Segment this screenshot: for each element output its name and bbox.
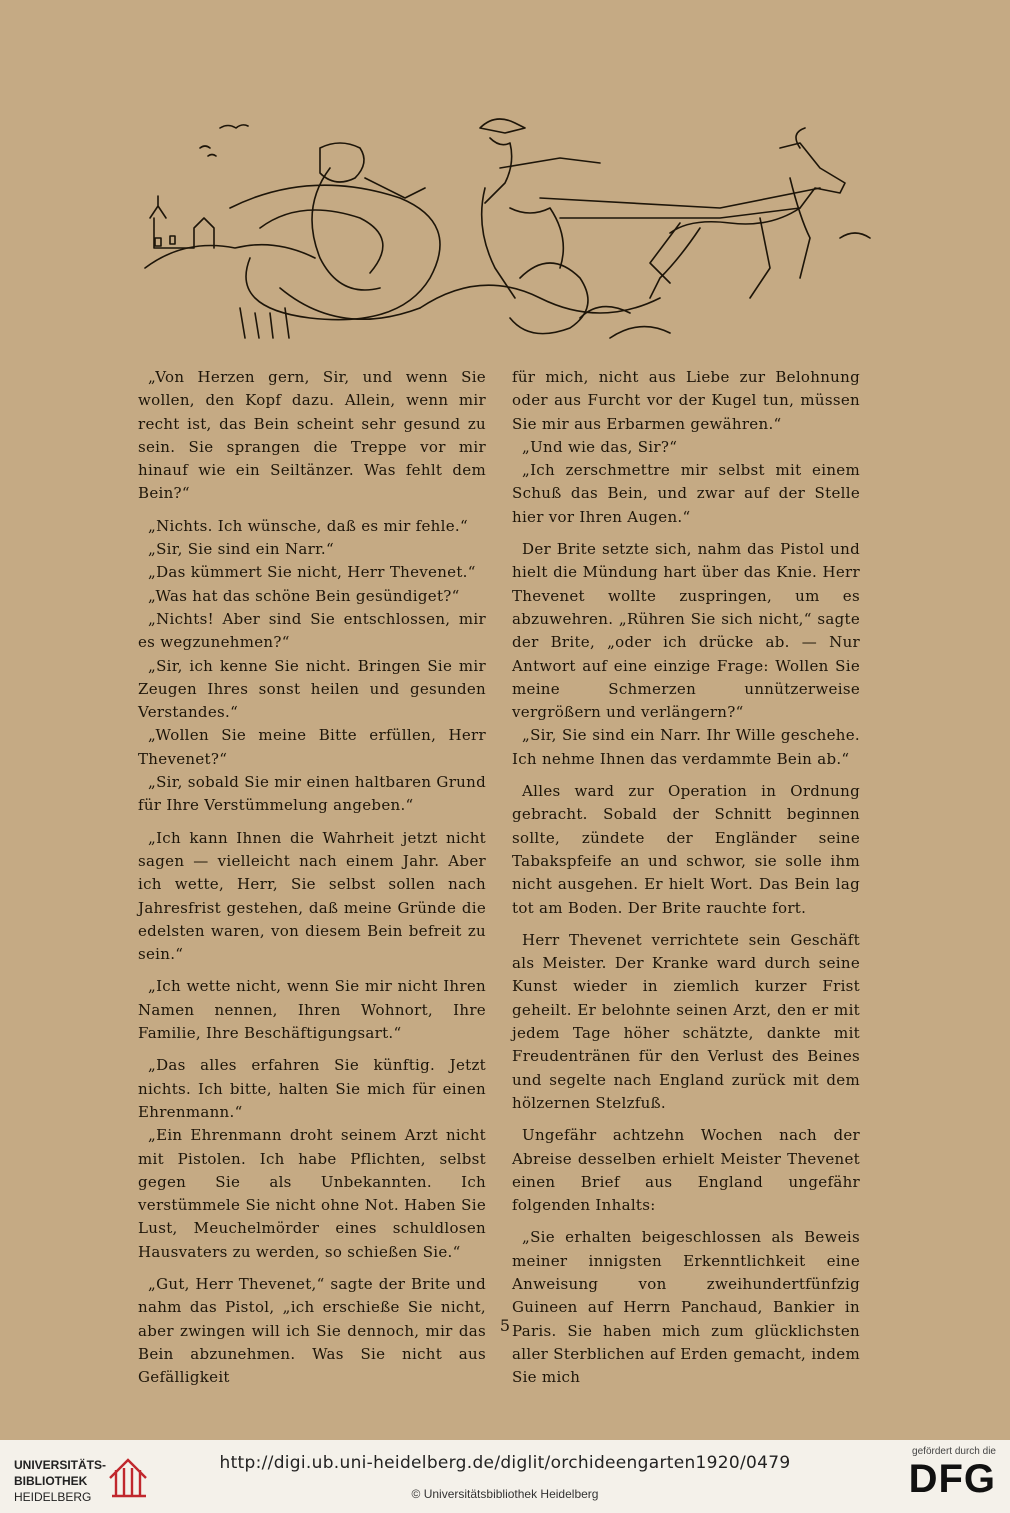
paragraph: Der Brite setzte sich, nahm das Pistol und hielt die Mündung hart über das Knie. Herr Thevenet wollte zuspringen, um es abzuwehren. „Rühren Sie sich nicht,“ sagte der Brite, „oder ich drücke ab. — Nur Antwort auf eine einzige Frage: Wollen Sie meine Schmerzen unnützerweise vergrößern und verlängern?“ <box>512 540 860 722</box>
paragraph: „Ein Ehrenmann droht seinem Arzt nicht mit Pistolen. Ich habe Pflichten, selbst gegen Sie als Unbekannten. Ich verstümmele Sie nicht ohne Not. Haben Sie Lust, Meuchelmörder eines schuldlosen Hausvaters zu werden, so schießen Sie.“ <box>138 1126 486 1261</box>
paragraph: für mich, nicht aus Liebe zur Belohnung oder aus Furcht vor der Kugel tun, müssen Sie mir aus Erbarmen gewähren.“ <box>512 368 860 433</box>
dfg-funding-logo[interactable] <box>886 1446 996 1508</box>
paragraph: Herr Thevenet verrichtete sein Geschäft als Meister. Der Kranke ward durch seine Kunst wieder in ziemlich kurzer Frist geheilt. Er belohnte seinen Arzt, den er mit jedem Tage höher schätzte, dankte mit Freudentränen für den Verlust des Beines und segelte nach England zurück mit dem hölzernen Stelzfuß. <box>512 930 860 1112</box>
paragraph: „Sir, ich kenne Sie nicht. Bringen Sie mir Zeugen Ihres sonst heilen und gesunden Verstandes.“ <box>138 656 486 722</box>
paragraph: „Sir, sobald Sie mir einen haltbaren Grund für Ihre Verstümmelung angeben.“ <box>138 773 486 815</box>
paragraph: Ungefähr achtzehn Wochen nach der Abreise desselben erhielt Meister Thevenet einen Brief aus England ungefähr folgenden Inhalts: <box>512 1126 860 1215</box>
paragraph: „Das alles erfahren Sie künftig. Jetzt nichts. Ich bitte, halten Sie mich für einen Ehrenmann.“ <box>138 1056 486 1121</box>
paragraph: „Gut, Herr Thevenet,“ sagte der Brite und nahm das Pistol, „ich erschieße Sie nicht, aber zwingen will ich Sie dennoch, mir das Bein abzunehmen. Was Sie nicht aus Gefälligkeit <box>138 1274 486 1387</box>
paragraph: „Sie erhalten beigeschlossen als Beweis meiner innigsten Erkenntlichkeit eine Anweisung von zweihundertfünfzig Guineen auf Herrn Panchaud, Bankier in Paris. Sie haben mich zum glücklichsten aller Sterblichen auf Erden gemacht, indem Sie mich <box>512 1228 860 1387</box>
paragraph: „Sir, Sie sind ein Narr.“ <box>148 540 334 559</box>
copyright-notice: © Universitätsbibliothek Heidelberg <box>411 1487 599 1501</box>
paragraph: „Wollen Sie meine Bitte erfüllen, Herr Thevenet?“ <box>138 726 486 768</box>
horse-carriage-sketch-icon <box>140 108 885 348</box>
paragraph: „Ich wette nicht, wenn Sie mir nicht Ihren Namen nennen, Ihren Wohnort, Ihre Familie, Ihre Beschäftigungsart.“ <box>138 977 486 1043</box>
text-column-left <box>138 366 486 1389</box>
document-url-link[interactable]: http://digi.ub.uni-heidelberg.de/diglit/orchideengarten1920/0479 <box>219 1453 791 1473</box>
dfg-logo: DFG <box>908 1457 996 1501</box>
paragraph: „Sir, Sie sind ein Narr. Ihr Wille geschehe. Ich nehme Ihnen das verdammte Bein ab.“ <box>512 726 860 768</box>
paragraph: „Nichts! Aber sind Sie entschlossen, mir es wegzunehmen?“ <box>138 609 486 652</box>
text-column-right <box>512 366 860 1389</box>
paragraph: Alles ward zur Operation in Ordnung gebracht. Sobald der Schnitt beginnen sollte, zündete der Engländer seine Tabakspfeife an und schwor, sie solle ihm nicht ausgehen. Er hielt Wort. Das Bein lag tot am Boden. Der Brite rauchte fort. <box>512 782 860 917</box>
funding-label: gefördert durch die <box>912 1446 996 1457</box>
paragraph: „Von Herzen gern, Sir, und wenn Sie wollen, den Kopf dazu. Allein, wenn mir recht ist, das Bein scheint sehr gesund zu sein. Sie sprangen die Treppe vor mir hinauf wie ein Seiltänzer. Was fehlt dem Bein?“ <box>138 368 486 503</box>
paragraph: „Ich kann Ihnen die Wahrheit jetzt nicht sagen — vielleicht nach einem Jahr. Aber ich wette, Herr, Sie selbst sollen nach Jahresfrist gestehen, daß meine Gründe die edelsten waren, von diesem Bein befreit zu sein.“ <box>138 828 486 964</box>
library-name-line3: HEIDELBERG <box>14 1490 92 1504</box>
library-name-line2: BIBLIOTHEK <box>14 1474 88 1488</box>
library-name-line1: UNIVERSITÄTS- <box>14 1458 107 1472</box>
paragraph: „Ich zerschmettre mir selbst mit einem Schuß das Bein, und zwar auf der Stelle hier vor Ihren Augen.“ <box>512 461 860 526</box>
paragraph: „Nichts. Ich wünsche, daß es mir fehle.“ <box>148 516 468 535</box>
viewer-footer <box>0 1440 1010 1513</box>
paragraph: „Was hat das schöne Bein gesündiget?“ <box>148 586 460 605</box>
page-number: 5 <box>499 1316 511 1335</box>
paragraph: „Und wie das, Sir?“ <box>522 437 678 456</box>
paragraph: „Das kümmert Sie nicht, Herr Thevenet.“ <box>148 563 476 582</box>
